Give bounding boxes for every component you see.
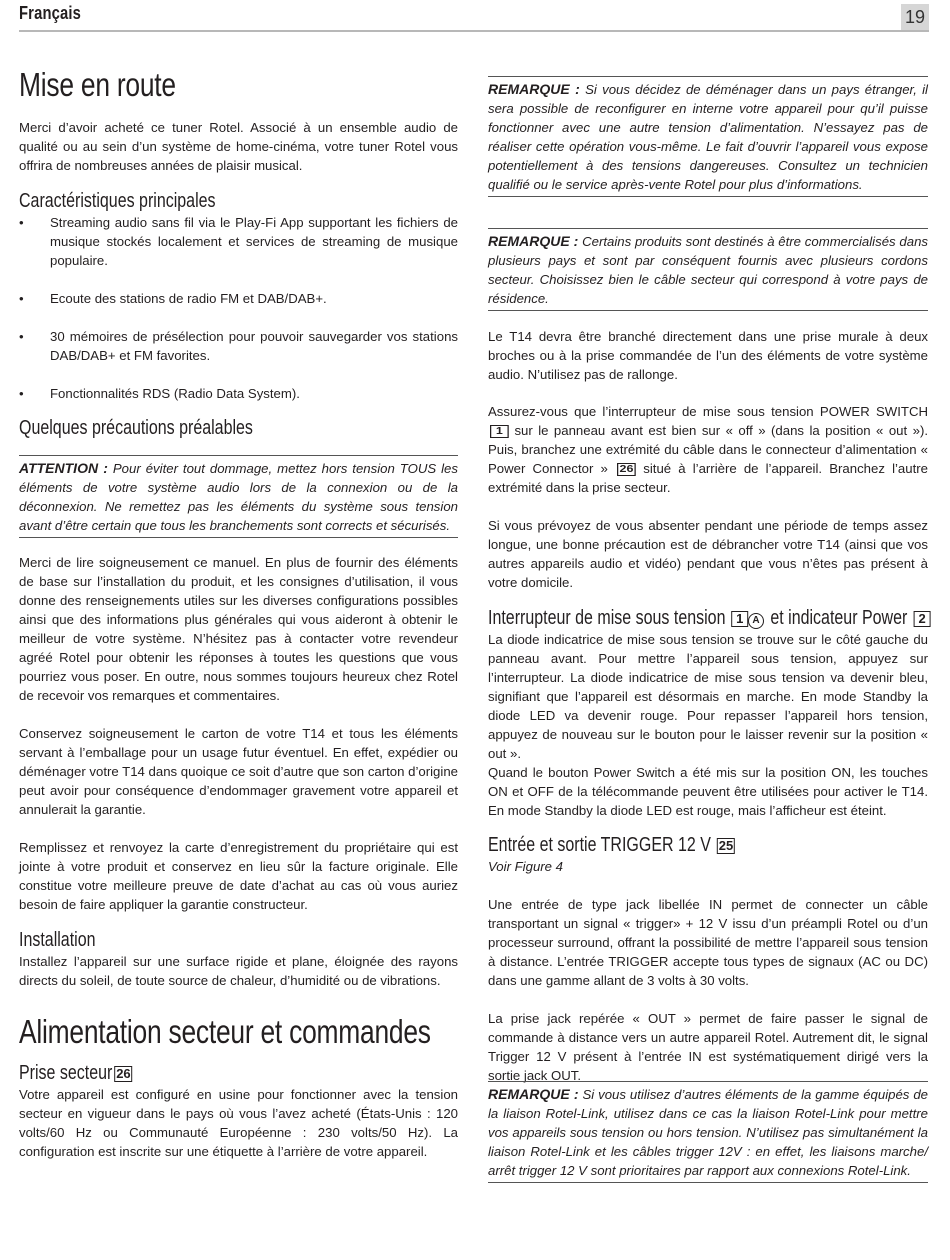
list-item: • Ecoute des stations de radio FM et DAB/DAB+. xyxy=(19,289,458,308)
absence-paragraph: Si vous prévoyez de vous absenter pendant une période de temps assez longue, une bonne précaution est de débrancher votre T14 (ainsi que vos autres appareils audio et vidéo) pendant que vous n’êtes pas présent à votre domicile. xyxy=(488,518,928,590)
remarque-text: Si vous décidez de déménager dans un pays étranger, il sera possible de reconfigurer en interne votre appareil pour qu’il puisse fonctionner avec une autre tension d’alimentation. N’essayez pas de réaliser cette opération vous-même. Le fait d’ouvrir l’appareil vous expose potentiellement à des tensions dangereuses. Consultez un technicien qualifié ou le service après-vente Rotel pour plus d’informations. xyxy=(488,82,928,192)
ref-box: 1 xyxy=(490,425,509,438)
ref-box: 26 xyxy=(115,1066,131,1081)
section-title-alimentation: Alimentation secteur et commandes xyxy=(19,1013,431,1050)
carton-paragraph: Conservez soigneusement le carton de votre T14 et tous les éléments servant à l’emballage pour un usage futur éventuel. En effet, expédier ou déménager votre T14 dans quoique ce soit d’autre que son carton d’origine peut avoir pour conséquence d’endommager gravement votre appareil et annulerait la garantie. xyxy=(19,726,458,817)
features-list xyxy=(19,213,458,403)
list-item: • Fonctionnalités RDS (Radio Data System). xyxy=(19,384,458,403)
remarque-note-1 xyxy=(488,76,928,197)
prise-secteur-paragraph: Votre appareil est configuré en usine pour fonctionner avec la tension secteur en vigueur dans le pays où vous l’avez acheté (États-Unis : 120 volts/60 Hz ou Communauté Européenne : 230 volts/50 Hz). La configuration est inscrite sur une étiquette à l’arrière de votre appareil. xyxy=(19,1087,458,1159)
ref-circle: A xyxy=(748,613,764,629)
remarque-note-3 xyxy=(488,1081,928,1183)
ref-box: 2 xyxy=(913,611,930,627)
manual-paragraph: Merci de lire soigneusement ce manuel. En plus de fournir des éléments de base sur l’installation du produit, et les consignes d’utilisation, il vous donne des renseignements utiles sur les diverses configurations possibles ainsi que des informations plus générales qui vous aideront à obtenir le meilleur de votre système. N’hésitez pas à contacter votre revendeur agréé Rotel pour obtenir les réponses à toutes les questions que vous pourriez vous poser. En outre, nous sommes toujours heureux chez Rotel de recevoir vos remarques et commentaires. xyxy=(19,555,458,703)
page-header xyxy=(19,0,929,32)
figure-reference: Voir Figure 4 xyxy=(488,859,564,874)
section-title-mise-en-route: Mise en route xyxy=(19,66,176,103)
remarque-label: REMARQUE : xyxy=(488,81,580,97)
precautions-heading: Quelques précautions préalables xyxy=(19,417,253,439)
list-item: • Streaming audio sans fil via le Play-Fi App supportant les fichiers de musique stockés localement et services de streaming de musique populaire. xyxy=(19,213,458,270)
installation-heading: Installation xyxy=(19,929,96,951)
ref-box: 26 xyxy=(617,463,636,476)
list-item: • 30 mémoires de présélection pour pouvoir sauvegarder vos stations DAB/DAB+ et FM favorites. xyxy=(19,327,458,365)
switch-paragraph-2: Quand le bouton Power Switch a été mis sur la position ON, les touches ON et OFF de la télécommande peuvent être utilisées pour activer le T14. En mode Standby la diode LED est rouge, mais l’afficheur est éteint. xyxy=(488,765,928,818)
remarque-note-2 xyxy=(488,228,928,311)
intro-paragraph: Merci d’avoir acheté ce tuner Rotel. Associé à un ensemble audio de qualité ou au sein d’un système de home-cinéma, votre tuner Rotel vous offrira de nombreuses années de plaisir musical. xyxy=(19,120,458,173)
registration-paragraph: Remplissez et renvoyez la carte d’enregistrement du propriétaire qui est jointe à votre produit et conservez en lieu sûr la facture originale. Elle constitue votre meilleure preuve de date d’achat au cas où vous auriez besoin de faire appliquer la garantie constructeur. xyxy=(19,840,458,912)
page-number: 19 xyxy=(901,4,929,30)
language-label: Français xyxy=(19,3,82,23)
trigger-paragraph-1: Une entrée de type jack libellée IN permet de connecter un câble transportant un signal « trigger» + 12 V issu d’un préampli Rotel ou d’un processeur surround, offrant la possibilité de mettre l’appareil sous tension à distance. L’entrée TRIGGER accepte tous types de signaux (AC ou DC) dans une gamme allant de 3 volts à 30 volts. xyxy=(488,897,928,988)
trigger-heading: Entrée et sortie TRIGGER 12 V 25 xyxy=(488,834,734,856)
remarque-text: Si vous utilisez d’autres éléments de la gamme équipés de la liaison Rotel-Link, utilisez dans ce cas la liaison Rotel-Link pour mettre vos appareils sous tension ou hors tension. N’utilisez pas simultanément la liaison Rotel-Link et les câbles trigger 12V : en effet, les liaisons marche/ arrêt trigger 12 V sont prioritaires par rapport aux connexions Rotel-Link. xyxy=(488,1087,928,1178)
switch-paragraph: La diode indicatrice de mise sous tension se trouve sur le côté gauche du panneau avant. Pour mettre l’appareil sous tension, appuyez sur l’interrupteur. La diode indicatrice de mise sous tension va devenir bleu, signifiant que l’appareil est désormais en marche. En mode Standby la diode LED va devenir rouge. Pour repasser l’appareil hors tension, appuyez de nouveau sur le bouton pour le laisser revenir sur la position « out ». xyxy=(488,632,928,761)
attention-text: Pour éviter tout dommage, mettez hors tension TOUS les éléments de votre système audio lors de la connexion ou de la déconnexion. Ne remettez pas les éléments du système sous tension avant d’être certain que tous les branchements sont corrects et sécurisés. xyxy=(19,461,458,533)
prise-secteur-title: Prise secteur xyxy=(19,1062,113,1084)
attention-note xyxy=(19,455,458,538)
remarque-label: REMARQUE : xyxy=(488,1086,579,1102)
installation-paragraph: Installez l’appareil sur une surface rigide et plane, éloignée des rayons directs du soleil, de toute source de chaleur, d’humidité ou de vibrations. xyxy=(19,954,458,988)
features-heading: Caractéristiques principales xyxy=(19,190,216,212)
switch-heading: Interrupteur de mise sous tension 1 A et indicateur Power 2 xyxy=(488,607,840,630)
power-switch-paragraph: Assurez-vous que l’interrupteur de mise sous tension POWER SWITCH 1 sur le panneau avant est bien sur « off » (dans la position « out »). Puis, branchez une extrémité du câble dans le connecteur d’alimentation « Power Connector » 26 situé à l’arrière de l’appareil. Branchez l’autre extrémité dans la prise secteur. xyxy=(488,404,928,495)
prise-secteur-heading xyxy=(19,1062,370,1085)
ref-box: 1 xyxy=(732,611,749,627)
remarque-label: REMARQUE : xyxy=(488,233,579,249)
remarque-text: Certains produits sont destinés à être commercialisés dans plusieurs pays et sont par conséquent fournis avec plusieurs cordons secteur. Choisissez bien le câble secteur qui correspond à votre pays de résidence. xyxy=(488,234,928,306)
t14-paragraph: Le T14 devra être branché directement dans une prise murale à deux broches ou à la prise commandée de l’un des éléments de votre système audio. N’utilisez pas de rallonge. xyxy=(488,329,928,382)
ref-box: 25 xyxy=(718,838,734,853)
trigger-paragraph-2: La prise jack repérée « OUT » permet de faire passer le signal de commande à distance vers un autre appareil Rotel. Autrement dit, le signal Trigger 12 V présent à l’entrée IN est systématiquement dirigé vers la sortie jack OUT. xyxy=(488,1011,928,1083)
attention-label: ATTENTION : xyxy=(19,460,108,476)
